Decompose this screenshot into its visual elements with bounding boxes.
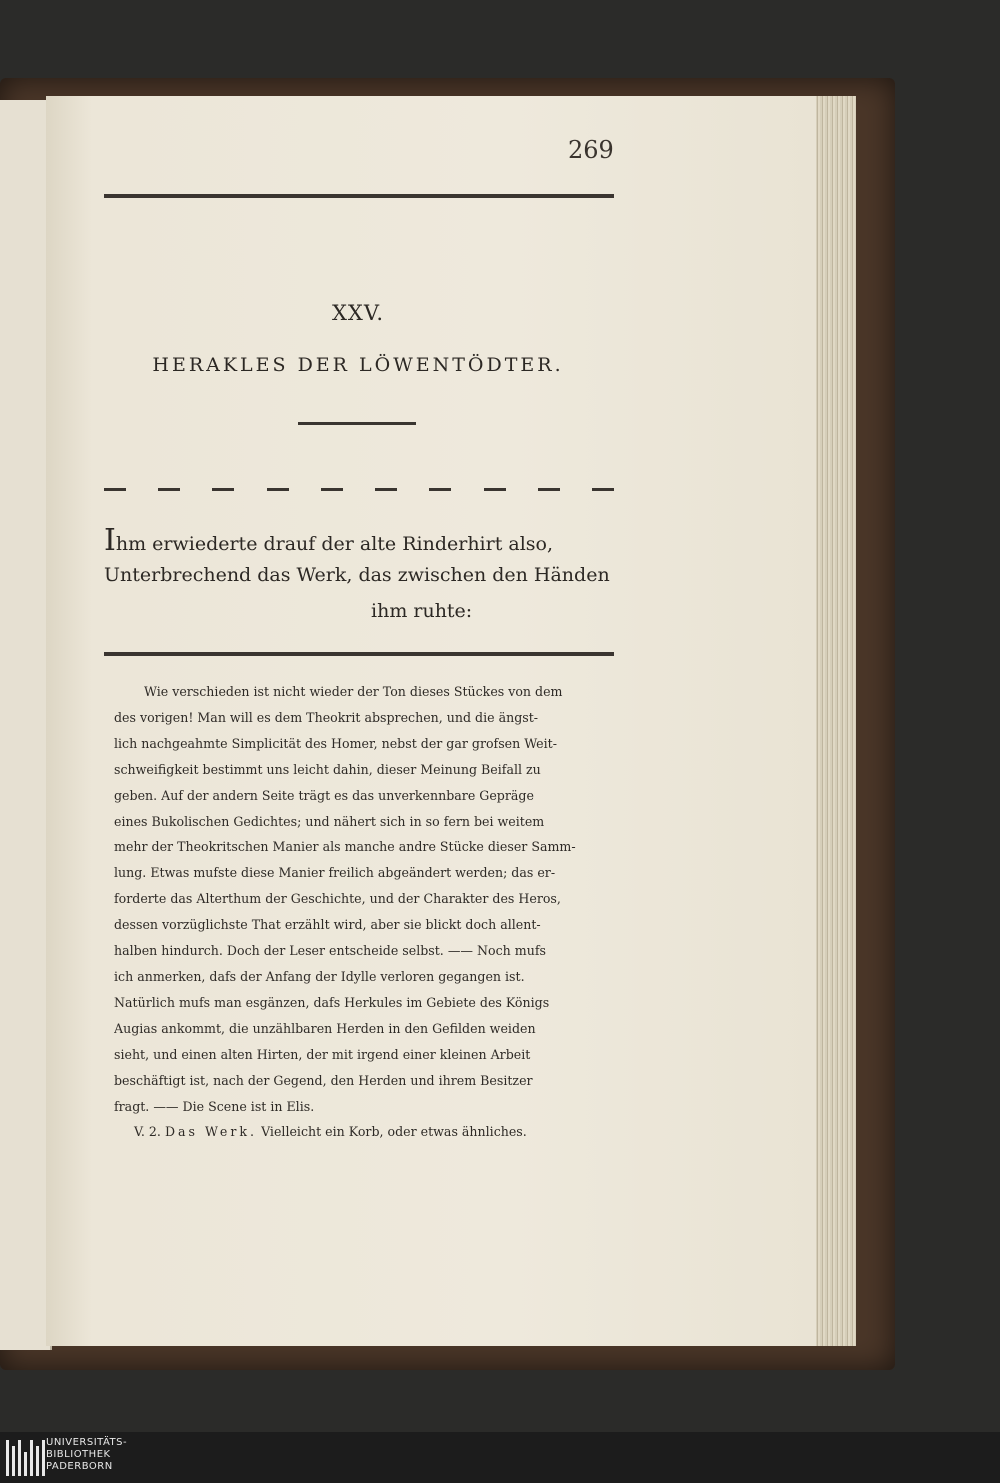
commentary-line: Natürlich mufs man esgänzen, dafs Herkules im Gebiete des Königs xyxy=(114,994,550,1010)
commentary-line: Wie verschieden ist nicht wieder der Ton dieses Stückes von dem xyxy=(144,684,563,699)
page-number: 269 xyxy=(568,136,614,164)
commentary-line: halben hindurch. Doch der Leser entscheide selbst. —— Noch mufs xyxy=(114,943,546,959)
commentary-line: lung. Etwas mufste diese Manier freilich abgeändert werden; das er- xyxy=(114,865,556,881)
commentary-line: sieht, und einen alten Hirten, der mit irgend einer kleinen Arbeit xyxy=(114,1046,531,1062)
footnote-line xyxy=(114,1119,634,1145)
commentary-line: beschäftigt ist, nach der Gegend, den Herden und ihrem Besitzer xyxy=(114,1072,533,1088)
commentary-line: fragt. —— Die Scene ist in Elis. xyxy=(114,1098,315,1114)
library-name: UNIVERSITÄTS- BIBLIOTHEK PADERBORN xyxy=(46,1437,128,1472)
verse-line-3: ihm ruhte: xyxy=(371,600,473,622)
commentary-line: ich anmerken, dafs der Anfang der Idylle verloren gegangen ist. xyxy=(114,968,525,984)
commentary-line: geben. Auf der andern Seite trägt es das unverkennbare Gepräge xyxy=(114,787,534,803)
dashed-rule xyxy=(104,488,614,491)
commentary-line: lich nachgeahmte Simplicität des Homer, nebst der gar grofsen Weit- xyxy=(114,735,557,751)
library-logo-icon xyxy=(6,1440,45,1476)
book-page xyxy=(46,96,816,1346)
chapter-title: HERAKLES DER LÖWENTÖDTER. xyxy=(152,354,564,376)
commentary-line: schweifigkeit bestimmt uns leicht dahin, dieser Meinung Beifall zu xyxy=(114,761,541,777)
note-ref: V. 2. xyxy=(134,1124,161,1140)
commentary-line: dessen vorzüglichste That erzählt wird, aber sie blickt doch allent- xyxy=(114,917,541,933)
section-numeral: XXV. xyxy=(331,301,385,325)
commentary-line: des vorigen! Man will es dem Theokrit absprechen, und die ängst- xyxy=(114,709,539,725)
note-text: Vielleicht ein Korb, oder etwas ähnliches. xyxy=(261,1124,527,1140)
commentary-line: Augias ankommt, die unzählbaren Herden in den Gefilden weiden xyxy=(114,1020,536,1036)
short-rule xyxy=(298,422,416,425)
commentary-line: eines Bukolischen Gedichtes; und nähert sich in so fern bei weitem xyxy=(114,813,545,829)
verse-initial: I xyxy=(104,523,116,558)
commentary-line: forderte das Alterthum der Geschichte, und der Charakter des Heros, xyxy=(114,891,561,907)
note-term: Das Werk. xyxy=(164,1124,258,1140)
library-footer xyxy=(0,1432,1000,1483)
top-rule xyxy=(104,194,614,198)
commentary-text xyxy=(114,679,634,1145)
verse-bottom-rule xyxy=(104,652,614,656)
commentary-line: mehr der Theokritschen Manier als manche andre Stücke dieser Samm- xyxy=(114,839,576,855)
left-page-edge xyxy=(0,100,52,1350)
verse-line-1: Ihm erwiederte drauf der alte Rinderhirt also, xyxy=(104,523,554,558)
verse-line-2: Unterbrechend das Werk, das zwischen den Händen xyxy=(104,564,610,586)
